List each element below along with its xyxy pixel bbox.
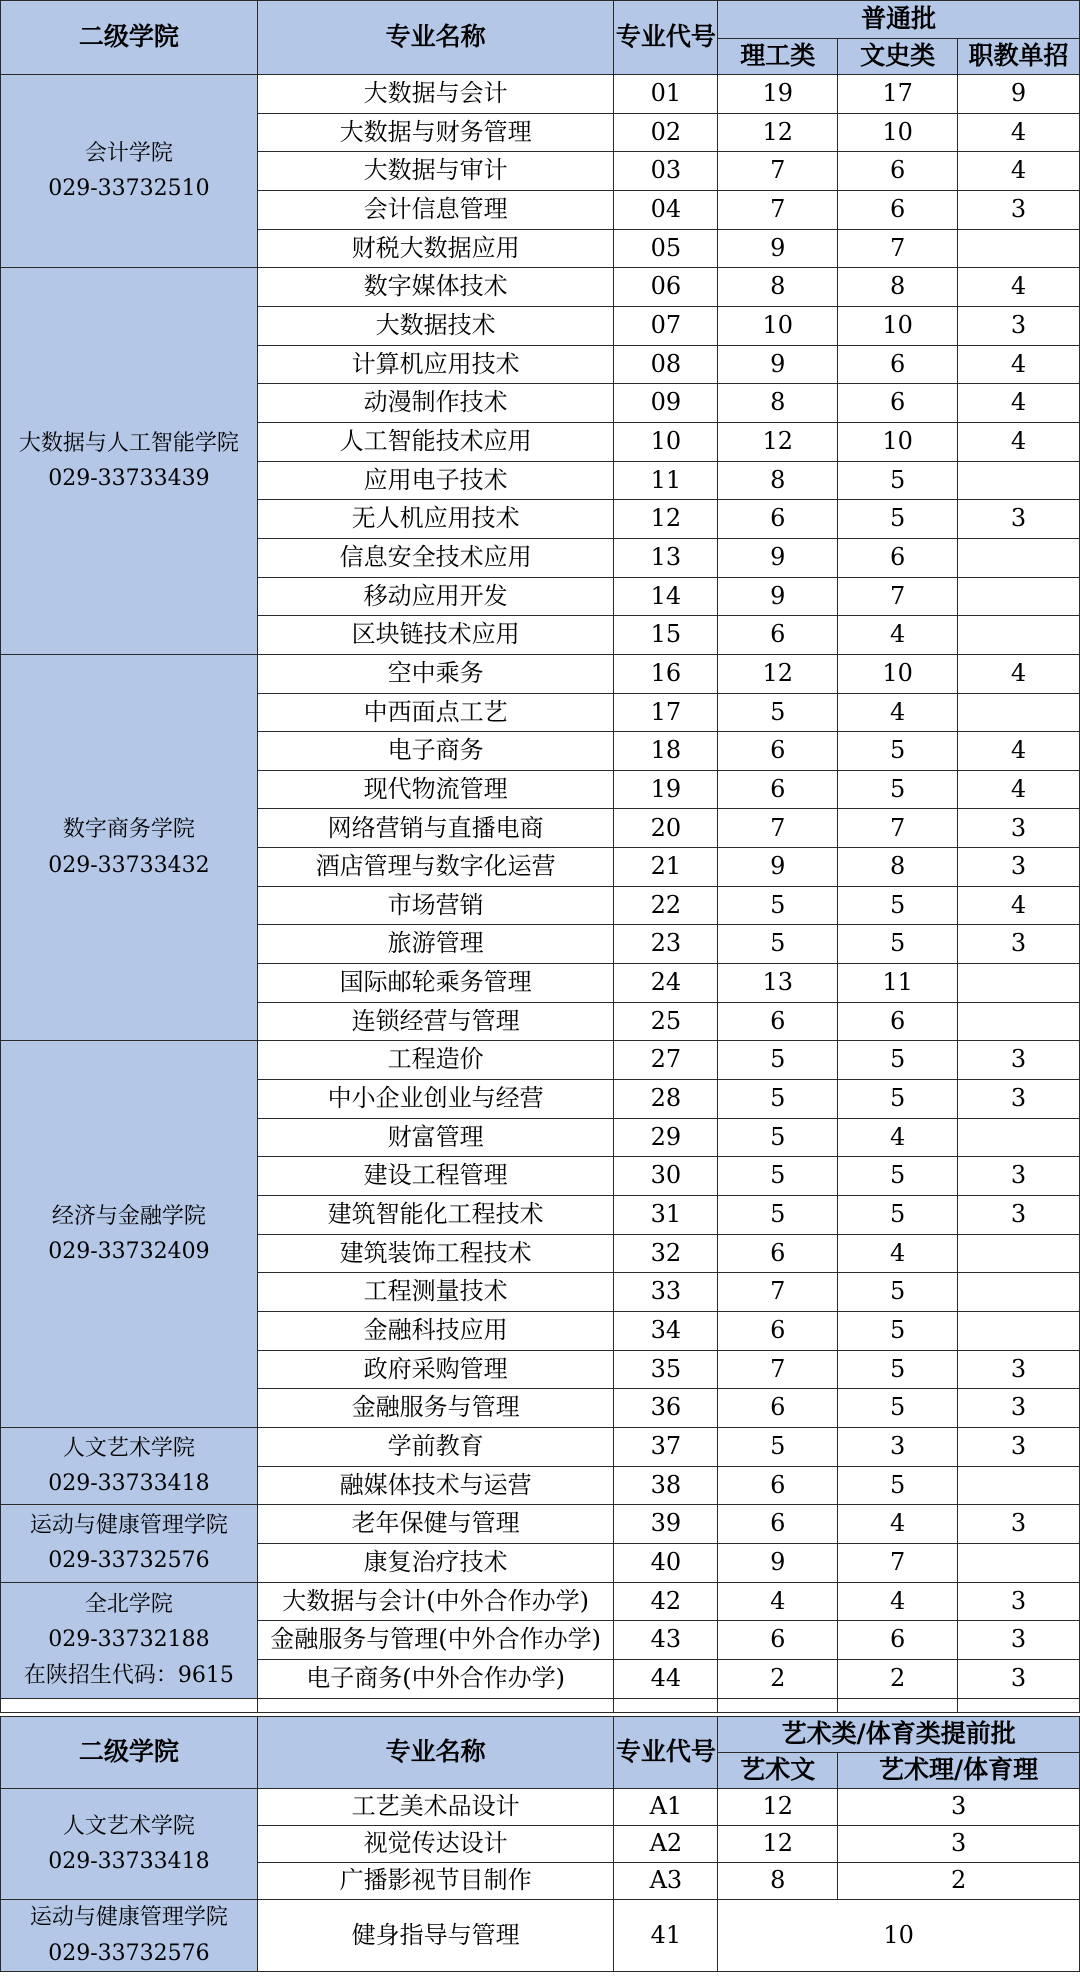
voc-quota: 3 [958, 1196, 1080, 1235]
college-cell [1, 268, 258, 655]
sci-quota: 6 [718, 1234, 838, 1273]
sci-quota: 9 [718, 345, 838, 384]
major-name: 财税大数据应用 [257, 229, 614, 268]
arts-quota: 5 [838, 732, 958, 771]
major-name: 现代物流管理 [257, 770, 614, 809]
major-name: 财富管理 [257, 1118, 614, 1157]
major-name: 金融服务与管理 [257, 1389, 614, 1428]
header-code: 专业代号 [614, 1, 718, 75]
major-code: 31 [614, 1196, 718, 1235]
arts-quota: 7 [838, 229, 958, 268]
header-college: 二级学院 [1, 1, 258, 75]
major-code: 18 [614, 732, 718, 771]
art-lit-quota: 8 [718, 1863, 838, 1900]
arts-quota: 11 [838, 964, 958, 1003]
major-name: 电子商务(中外合作办学) [257, 1659, 614, 1698]
arts-quota: 7 [838, 577, 958, 616]
major-code: 36 [614, 1389, 718, 1428]
arts-quota: 5 [838, 770, 958, 809]
arts-quota: 4 [838, 693, 958, 732]
art-sci-quota: 3 [838, 1789, 1080, 1826]
major-name: 政府采购管理 [257, 1350, 614, 1389]
college-phone: 029-33733418 [48, 1471, 210, 1497]
voc-quota [958, 229, 1080, 268]
arts-quota: 3 [838, 1427, 958, 1466]
major-code: 03 [614, 152, 718, 191]
major-name: 大数据与会计(中外合作办学) [257, 1582, 614, 1621]
sci-quota: 10 [718, 306, 838, 345]
major-code: 11 [614, 461, 718, 500]
voc-quota: 4 [958, 113, 1080, 152]
college-name: 人文艺术学院 [62, 1435, 195, 1461]
major-name: 中小企业创业与经营 [257, 1080, 614, 1119]
college-cell [1, 1427, 258, 1504]
arts-quota: 10 [838, 422, 958, 461]
voc-quota [958, 693, 1080, 732]
arts-quota: 5 [838, 1273, 958, 1312]
major-code: 13 [614, 538, 718, 577]
major-name: 视觉传达设计 [257, 1826, 614, 1863]
header-art-lit: 艺术文 [718, 1753, 838, 1789]
voc-quota: 3 [958, 1350, 1080, 1389]
major-name: 工艺美术品设计 [257, 1789, 614, 1826]
voc-quota: 4 [958, 770, 1080, 809]
major-name: 空中乘务 [257, 654, 614, 693]
voc-quota: 4 [958, 384, 1080, 423]
sci-quota: 9 [718, 848, 838, 887]
major-name: 无人机应用技术 [257, 500, 614, 539]
major-name: 工程测量技术 [257, 1273, 614, 1312]
college-name: 会计学院 [84, 140, 173, 166]
major-code: 32 [614, 1234, 718, 1273]
sci-quota: 5 [718, 1080, 838, 1119]
voc-quota: 3 [958, 1659, 1080, 1698]
major-code: 02 [614, 113, 718, 152]
arts-quota: 6 [838, 152, 958, 191]
voc-quota: 3 [958, 306, 1080, 345]
voc-quota: 4 [958, 886, 1080, 925]
major-code: 37 [614, 1427, 718, 1466]
arts-quota: 2 [838, 1659, 958, 1698]
college-phone: 029-33733439 [48, 466, 210, 492]
arts-quota: 4 [838, 1582, 958, 1621]
voc-quota: 3 [958, 1041, 1080, 1080]
major-code: 39 [614, 1505, 718, 1544]
voc-quota [958, 1273, 1080, 1312]
arts-quota: 8 [838, 848, 958, 887]
major-name: 大数据与审计 [257, 152, 614, 191]
major-code: 20 [614, 809, 718, 848]
sci-quota: 12 [718, 654, 838, 693]
voc-quota: 4 [958, 422, 1080, 461]
arts-quota: 6 [838, 538, 958, 577]
major-code: 34 [614, 1312, 718, 1351]
major-code: 30 [614, 1157, 718, 1196]
major-name: 移动应用开发 [257, 577, 614, 616]
arts-quota: 6 [838, 1621, 958, 1660]
header-code: 专业代号 [614, 1717, 718, 1789]
table-row [1, 1427, 1080, 1466]
arts-quota: 4 [838, 1505, 958, 1544]
voc-quota [958, 964, 1080, 1003]
art-sci-quota: 2 [838, 1863, 1080, 1900]
major-name: 电子商务 [257, 732, 614, 771]
arts-quota: 5 [838, 1350, 958, 1389]
voc-quota [958, 1543, 1080, 1582]
major-code: 21 [614, 848, 718, 887]
college-name: 数字商务学院 [62, 817, 195, 843]
sci-quota: 6 [718, 500, 838, 539]
header-major: 专业名称 [257, 1, 614, 75]
major-name: 国际邮轮乘务管理 [257, 964, 614, 1003]
major-name: 金融科技应用 [257, 1312, 614, 1351]
table-row [1, 1041, 1080, 1080]
arts-quota: 7 [838, 809, 958, 848]
voc-quota [958, 1466, 1080, 1505]
arts-quota: 5 [838, 1080, 958, 1119]
voc-quota: 4 [958, 732, 1080, 771]
voc-quota: 3 [958, 500, 1080, 539]
major-name: 工程造价 [257, 1041, 614, 1080]
major-name: 网络营销与直播电商 [257, 809, 614, 848]
major-code: A3 [614, 1863, 718, 1900]
major-name: 信息安全技术应用 [257, 538, 614, 577]
major-code: 43 [614, 1621, 718, 1660]
voc-quota: 3 [958, 1157, 1080, 1196]
college-name: 全北学院 [84, 1592, 173, 1618]
college-cell [1, 1041, 258, 1428]
voc-quota: 3 [958, 1582, 1080, 1621]
sci-quota: 6 [718, 770, 838, 809]
voc-quota: 3 [958, 809, 1080, 848]
sci-quota: 7 [718, 190, 838, 229]
sci-quota: 6 [718, 1389, 838, 1428]
arts-quota: 5 [838, 461, 958, 500]
sci-quota: 7 [718, 152, 838, 191]
major-code: 42 [614, 1582, 718, 1621]
sci-quota: 8 [718, 384, 838, 423]
major-name: 健身指导与管理 [257, 1900, 614, 1972]
college-name: 运动与健康管理学院 [29, 1905, 228, 1931]
arts-quota: 4 [838, 1234, 958, 1273]
major-name: 大数据与财务管理 [257, 113, 614, 152]
sci-quota: 5 [718, 1041, 838, 1080]
voc-quota [958, 1118, 1080, 1157]
major-name: 酒店管理与数字化运营 [257, 848, 614, 887]
sci-quota: 7 [718, 1273, 838, 1312]
sci-quota: 5 [718, 1196, 838, 1235]
major-name: 旅游管理 [257, 925, 614, 964]
college-cell [1, 75, 258, 268]
major-name: 大数据技术 [257, 306, 614, 345]
major-name: 金融服务与管理(中外合作办学) [257, 1621, 614, 1660]
sci-quota: 5 [718, 693, 838, 732]
arts-quota: 6 [838, 345, 958, 384]
sci-quota: 9 [718, 229, 838, 268]
header-regular-batch: 普通批 [718, 1, 1080, 39]
arts-quota: 5 [838, 1466, 958, 1505]
major-code: 22 [614, 886, 718, 925]
voc-quota [958, 538, 1080, 577]
major-name: 建筑装饰工程技术 [257, 1234, 614, 1273]
sci-quota: 6 [718, 1621, 838, 1660]
voc-quota: 3 [958, 1427, 1080, 1466]
table-row [1, 268, 1080, 307]
major-code: 40 [614, 1543, 718, 1582]
college-phone: 029-33732409 [48, 1239, 210, 1265]
voc-quota: 4 [958, 152, 1080, 191]
major-code: 04 [614, 190, 718, 229]
sci-quota: 5 [718, 886, 838, 925]
arts-quota: 5 [838, 1157, 958, 1196]
major-name: 建设工程管理 [257, 1157, 614, 1196]
art-lit-quota: 12 [718, 1789, 838, 1826]
header-voc: 职教单招 [958, 39, 1080, 75]
header-art-sports-batch: 艺术类/体育类提前批 [718, 1717, 1080, 1753]
table-row [1, 1900, 1080, 1972]
arts-quota: 5 [838, 1389, 958, 1428]
sci-quota: 5 [718, 1427, 838, 1466]
college-phone: 029-33733418 [48, 1849, 210, 1874]
college-phone: 029-33732188 [48, 1627, 210, 1653]
voc-quota: 4 [958, 345, 1080, 384]
sci-quota: 4 [718, 1582, 838, 1621]
major-code: 44 [614, 1659, 718, 1698]
art-lit-quota: 12 [718, 1826, 838, 1863]
arts-quota: 5 [838, 925, 958, 964]
sci-quota: 12 [718, 422, 838, 461]
major-code: 15 [614, 616, 718, 655]
table-row [1, 75, 1080, 114]
major-code: 06 [614, 268, 718, 307]
arts-quota: 5 [838, 500, 958, 539]
arts-quota: 10 [838, 113, 958, 152]
major-code: 08 [614, 345, 718, 384]
sci-quota: 12 [718, 113, 838, 152]
major-name: 中西面点工艺 [257, 693, 614, 732]
major-name: 市场营销 [257, 886, 614, 925]
major-code: 29 [614, 1118, 718, 1157]
major-name: 建筑智能化工程技术 [257, 1196, 614, 1235]
sci-quota: 2 [718, 1659, 838, 1698]
major-code: 16 [614, 654, 718, 693]
major-code: A2 [614, 1826, 718, 1863]
arts-quota: 5 [838, 1312, 958, 1351]
college-name: 经济与金融学院 [51, 1204, 206, 1229]
major-name: 会计信息管理 [257, 190, 614, 229]
voc-quota: 3 [958, 1505, 1080, 1544]
major-code: 27 [614, 1041, 718, 1080]
major-code: 14 [614, 577, 718, 616]
major-name: 融媒体技术与运营 [257, 1466, 614, 1505]
table-row [1, 1505, 1080, 1544]
sci-quota: 13 [718, 964, 838, 1003]
voc-quota [958, 577, 1080, 616]
voc-quota [958, 1234, 1080, 1273]
spacer-row [1, 1698, 1080, 1712]
major-code: 35 [614, 1350, 718, 1389]
sci-quota: 9 [718, 538, 838, 577]
sci-quota: 19 [718, 75, 838, 114]
major-code: 19 [614, 770, 718, 809]
college-phone: 029-33732576 [48, 1940, 210, 1966]
major-name: 广播影视节目制作 [257, 1863, 614, 1900]
major-code: 33 [614, 1273, 718, 1312]
combined-quota: 10 [718, 1900, 1080, 1972]
header-sci: 理工类 [718, 39, 838, 75]
major-name: 计算机应用技术 [257, 345, 614, 384]
major-code: 28 [614, 1080, 718, 1119]
sci-quota: 5 [718, 925, 838, 964]
table-row [1, 1582, 1080, 1621]
major-code: 24 [614, 964, 718, 1003]
voc-quota: 4 [958, 654, 1080, 693]
arts-quota: 10 [838, 654, 958, 693]
college-cell [1, 1582, 258, 1698]
major-code: 05 [614, 229, 718, 268]
voc-quota [958, 461, 1080, 500]
voc-quota: 3 [958, 1080, 1080, 1119]
sci-quota: 8 [718, 268, 838, 307]
voc-quota: 4 [958, 268, 1080, 307]
major-name: 学前教育 [257, 1427, 614, 1466]
voc-quota [958, 1312, 1080, 1351]
art-sports-batch-table [0, 1716, 1080, 1972]
major-code: 23 [614, 925, 718, 964]
major-name: 人工智能技术应用 [257, 422, 614, 461]
sci-quota: 6 [718, 1466, 838, 1505]
major-name: 康复治疗技术 [257, 1543, 614, 1582]
voc-quota: 3 [958, 925, 1080, 964]
college-cell [1, 1505, 258, 1582]
header-major: 专业名称 [257, 1717, 614, 1789]
sci-quota: 9 [718, 1543, 838, 1582]
voc-quota: 3 [958, 190, 1080, 229]
major-code: 01 [614, 75, 718, 114]
header-college: 二级学院 [1, 1717, 258, 1789]
college-name: 运动与健康管理学院 [29, 1513, 228, 1539]
arts-quota: 7 [838, 1543, 958, 1582]
sci-quota: 9 [718, 577, 838, 616]
voc-quota: 3 [958, 1621, 1080, 1660]
arts-quota: 8 [838, 268, 958, 307]
major-code: 41 [614, 1900, 718, 1972]
major-code: 07 [614, 306, 718, 345]
major-name: 大数据与会计 [257, 75, 614, 114]
arts-quota: 5 [838, 886, 958, 925]
arts-quota: 6 [838, 190, 958, 229]
major-code: 25 [614, 1002, 718, 1041]
arts-quota: 6 [838, 1002, 958, 1041]
sci-quota: 7 [718, 1350, 838, 1389]
major-code: 17 [614, 693, 718, 732]
major-name: 连锁经营与管理 [257, 1002, 614, 1041]
college-phone: 029-33733432 [48, 852, 210, 878]
college-enrollment-code: 在陕招生代码：9615 [23, 1662, 234, 1688]
header-arts: 文史类 [838, 39, 958, 75]
sci-quota: 6 [718, 1505, 838, 1544]
major-name: 动漫制作技术 [257, 384, 614, 423]
sci-quota: 8 [718, 461, 838, 500]
sci-quota: 6 [718, 1002, 838, 1041]
voc-quota [958, 1002, 1080, 1041]
table-row [1, 654, 1080, 693]
voc-quota: 3 [958, 848, 1080, 887]
major-name: 老年保健与管理 [257, 1505, 614, 1544]
header-art-sci: 艺术理/体育理 [838, 1753, 1080, 1789]
college-name: 大数据与人工智能学院 [18, 430, 239, 456]
major-code: 09 [614, 384, 718, 423]
sci-quota: 6 [718, 1312, 838, 1351]
sci-quota: 5 [718, 1157, 838, 1196]
major-name: 数字媒体技术 [257, 268, 614, 307]
voc-quota: 3 [958, 1389, 1080, 1428]
college-cell [1, 1789, 258, 1900]
arts-quota: 6 [838, 384, 958, 423]
major-code: 10 [614, 422, 718, 461]
arts-quota: 17 [838, 75, 958, 114]
voc-quota [958, 616, 1080, 655]
major-name: 区块链技术应用 [257, 616, 614, 655]
arts-quota: 5 [838, 1196, 958, 1235]
major-name: 应用电子技术 [257, 461, 614, 500]
major-code: 38 [614, 1466, 718, 1505]
college-phone: 029-33732510 [48, 176, 210, 202]
arts-quota: 10 [838, 306, 958, 345]
college-cell [1, 1900, 258, 1972]
college-name: 人文艺术学院 [62, 1813, 195, 1839]
sci-quota: 6 [718, 616, 838, 655]
arts-quota: 4 [838, 616, 958, 655]
major-code: A1 [614, 1789, 718, 1826]
arts-quota: 5 [838, 1041, 958, 1080]
sci-quota: 7 [718, 809, 838, 848]
voc-quota: 9 [958, 75, 1080, 114]
art-sci-quota: 3 [838, 1826, 1080, 1863]
major-code: 12 [614, 500, 718, 539]
table-row [1, 1789, 1080, 1826]
sci-quota: 5 [718, 1118, 838, 1157]
college-cell [1, 654, 258, 1041]
arts-quota: 4 [838, 1118, 958, 1157]
sci-quota: 6 [718, 732, 838, 771]
college-phone: 029-33732576 [48, 1548, 210, 1574]
